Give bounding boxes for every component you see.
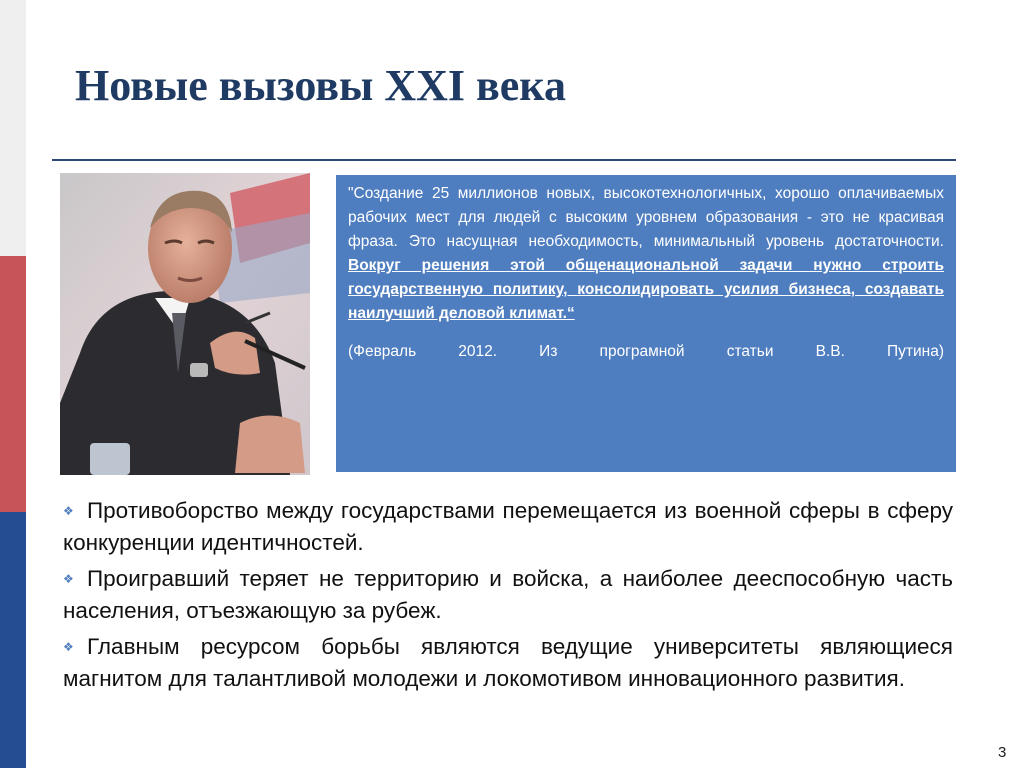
bullet-item [63,495,953,559]
quote-plain-text: "Создание 25 миллионов новых, высокотехнологичных, хорошо оплачиваемых рабочих мест для людей с высоким уровнем образования - это не красивая фраза. Это насущная необходимость, минимальный уровень достаточности. [348,185,944,250]
side-stripe-white [0,0,26,256]
page-number: 3 [998,744,1007,761]
quote-emphasis-text: Вокруг решения этой общенациональной задачи нужно строить государственную политику, консолидировать усилия бизнеса, создавать наилучший деловой климат.“ [348,257,944,322]
title-divider [52,159,956,161]
bullet-item [63,563,953,627]
bullet-text: Главным ресурсом борьбы являются ведущие университеты являющиеся магнитом для талантливой молодежи и локомотивом инновационного развития. [63,634,953,691]
quote-box [336,175,956,472]
diamond-bullet-icon: ❖ [63,640,74,654]
diamond-bullet-icon: ❖ [63,504,74,518]
side-stripe-blue [0,512,26,768]
slide-title: Новые вызовы XXI века [75,61,566,110]
quote-source: (Февраль 2012. Из програмной статьи В.В. Путина) [348,343,944,360]
bullet-text: Проигравший теряет не территорию и войска, а наиболее дееспособную часть населения, отъезжающую за рубеж. [63,566,953,623]
bullet-list [63,495,953,699]
speaker-photo [60,173,310,475]
diamond-bullet-icon: ❖ [63,572,74,586]
side-stripe-red [0,256,26,512]
bullet-item [63,631,953,695]
bullet-text: Противоборство между государствами перемещается из военной сферы в сферу конкуренции идентичностей. [63,498,953,555]
quote-text [348,182,944,326]
